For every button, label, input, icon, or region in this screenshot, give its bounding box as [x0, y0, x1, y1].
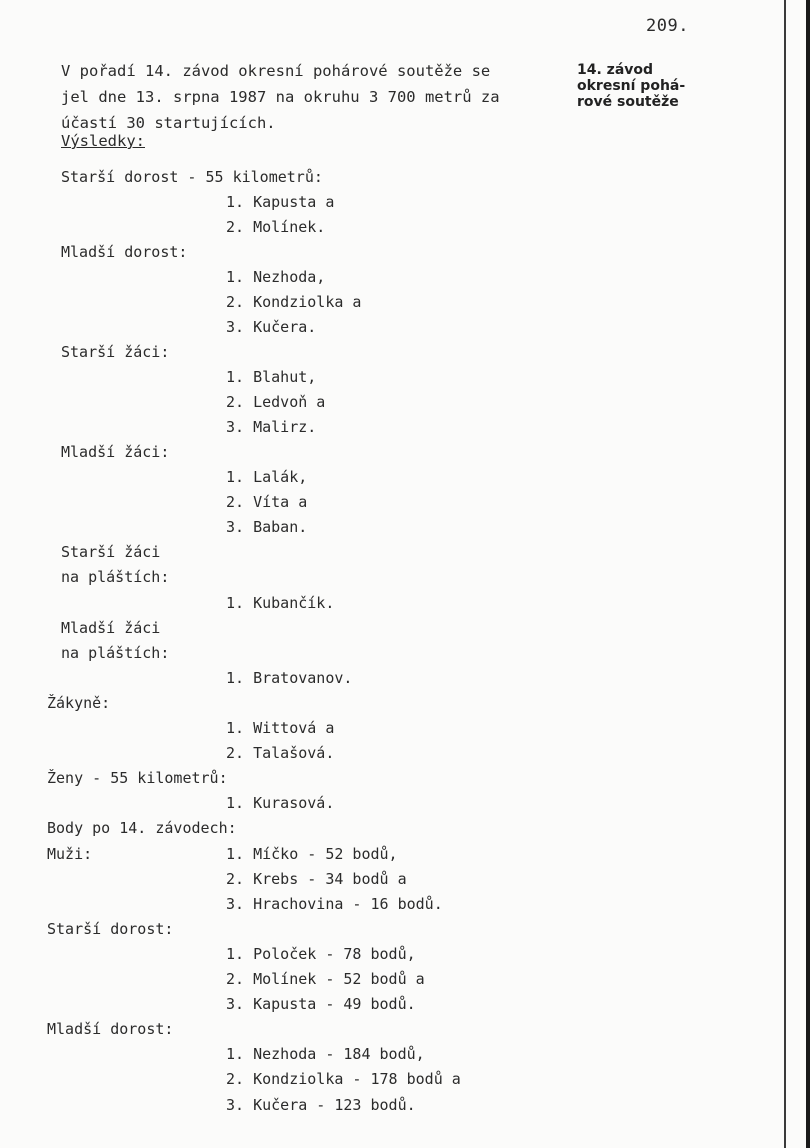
result-line: 3. Hrachovina - 16 bodů. — [226, 895, 443, 913]
result-line: 3. Malirz. — [226, 418, 317, 436]
intro-line: jel dne 13. srpna 1987 na okruhu 3 700 metrů za — [61, 88, 500, 106]
result-line: 2. Talašová. — [226, 744, 335, 762]
result-line: 2. Molínek - 52 bodů a — [226, 970, 425, 988]
result-line: 2. Molínek. — [226, 218, 326, 236]
result-line: 1. Wittová a — [226, 719, 335, 737]
category-label: Mladší dorost: — [47, 1020, 174, 1038]
result-line: 3. Baban. — [226, 518, 308, 536]
category-label: na pláštích: — [61, 644, 170, 662]
result-line: 1. Míčko - 52 bodů, — [226, 845, 398, 863]
category-label: na pláštích: — [61, 568, 170, 586]
category-label: Starší dorost: — [47, 920, 174, 938]
margin-note — [577, 62, 685, 110]
category-label: Starší dorost - 55 kilometrů: — [61, 168, 323, 186]
result-line: 2. Kondziolka - 178 bodů a — [226, 1070, 461, 1088]
margin-note-line: rové soutěže — [577, 94, 679, 110]
category-label: Žákyně: — [47, 694, 111, 712]
intro-line: účastí 30 startujících. — [61, 114, 276, 132]
result-line: 1. Kapusta a — [226, 193, 335, 211]
result-line: 3. Kučera. — [226, 318, 317, 336]
result-line: 1. Poloček - 78 bodů, — [226, 945, 416, 963]
result-line: 1. Lalák, — [226, 468, 308, 486]
category-label: Mladší dorost: — [61, 243, 188, 261]
margin-note-line: 14. závod — [577, 62, 654, 78]
category-label: Starší žáci — [61, 543, 161, 561]
margin-note-line: okresní pohá- — [577, 78, 686, 94]
page-number: 209. — [646, 16, 689, 36]
result-line: 1. Nezhoda - 184 bodů, — [226, 1045, 425, 1063]
result-line: 2. Krebs - 34 bodů a — [226, 870, 407, 888]
result-line: 1. Blahut, — [226, 368, 317, 386]
result-line: 1. Kubančík. — [226, 594, 335, 612]
intro-paragraph — [61, 58, 561, 136]
result-line: 1. Nezhoda, — [226, 268, 326, 286]
category-label: Mladší žáci: — [61, 443, 170, 461]
category-label: Muži: — [47, 845, 93, 863]
category-label: Starší žáci: — [61, 343, 170, 361]
result-line: 1. Kurasová. — [226, 794, 335, 812]
intro-line: V pořadí 14. závod okresní pohárové soutěže se — [61, 62, 491, 80]
result-line: 2. Ledvoň a — [226, 393, 326, 411]
result-line: 2. Kondziolka a — [226, 293, 362, 311]
page-edge — [806, 0, 810, 1148]
result-line: 3. Kapusta - 49 bodů. — [226, 995, 416, 1013]
result-line: 1. Bratovanov. — [226, 669, 353, 687]
category-label: Body po 14. závodech: — [47, 819, 237, 837]
margin-rule — [784, 0, 786, 1148]
category-label: Mladší žáci — [61, 619, 161, 637]
category-label: Ženy - 55 kilometrů: — [47, 769, 228, 787]
results-heading: Výsledky: — [61, 132, 145, 150]
result-line: 2. Víta a — [226, 493, 308, 511]
result-line: 3. Kučera - 123 bodů. — [226, 1096, 416, 1114]
